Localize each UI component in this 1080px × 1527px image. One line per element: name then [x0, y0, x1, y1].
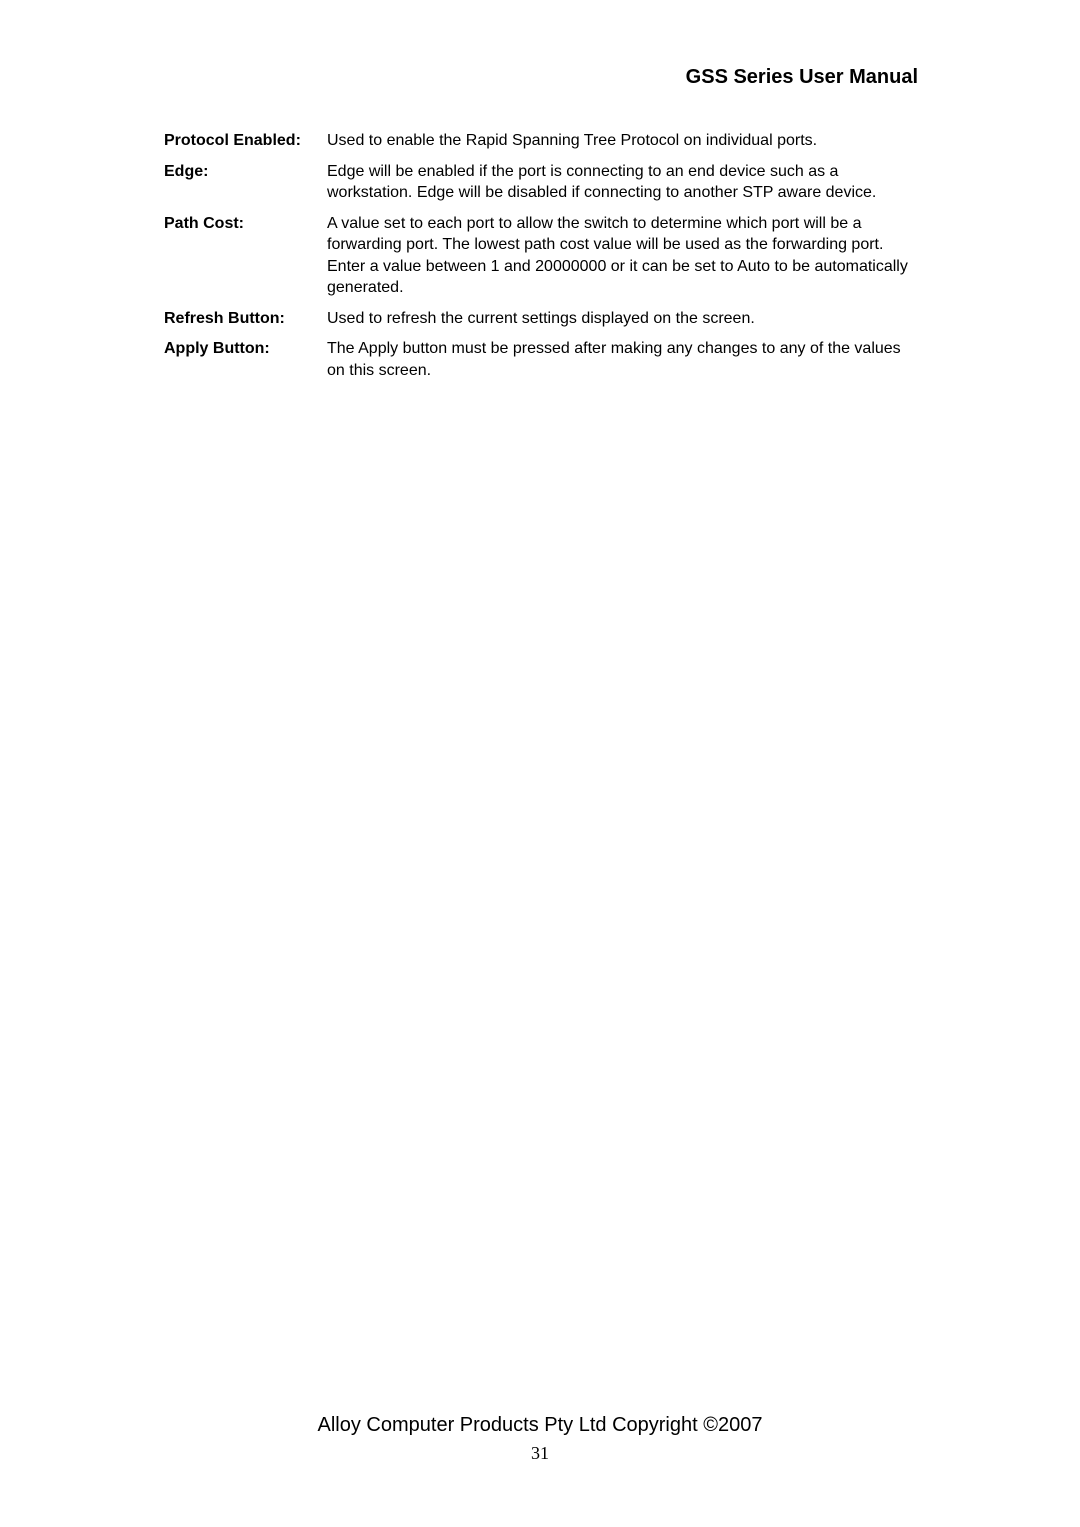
page-header-title: GSS Series User Manual	[685, 66, 918, 88]
definition-row-edge	[164, 161, 916, 204]
definition-description: Used to refresh the current settings displayed on the screen.	[327, 309, 755, 327]
definition-term: Edge:	[164, 162, 209, 180]
definition-row-apply-button	[164, 338, 916, 381]
definition-description: A value set to each port to allow the switch to determine which port will be a forwarding port. The lowest path cost value will be used as the forwarding port. Enter a value between 1 and 20000000 or it can be set to Auto to be automatically generated.	[327, 214, 908, 296]
definition-description: The Apply button must be pressed after making any changes to any of the values on this screen.	[327, 340, 901, 379]
definition-list	[164, 130, 916, 390]
definition-row-path-cost	[164, 213, 916, 299]
definition-term: Protocol Enabled:	[164, 132, 301, 149]
definition-description: Used to enable the Rapid Spanning Tree Protocol on individual ports.	[327, 132, 818, 149]
footer-copyright: Alloy Computer Products Pty Ltd Copyright ©2007	[317, 1414, 763, 1436]
definition-term: Apply Button:	[164, 340, 270, 357]
definition-row-refresh-button	[164, 308, 916, 330]
definition-term: Refresh Button:	[164, 309, 285, 327]
definition-row-protocol-enabled	[164, 130, 916, 152]
definition-term: Path Cost:	[164, 214, 244, 232]
definition-description: Edge will be enabled if the port is connecting to an end device such as a workstation. Edge will be disabled if connecting to another STP aware device.	[327, 162, 877, 201]
page-number: 31	[531, 1443, 549, 1463]
